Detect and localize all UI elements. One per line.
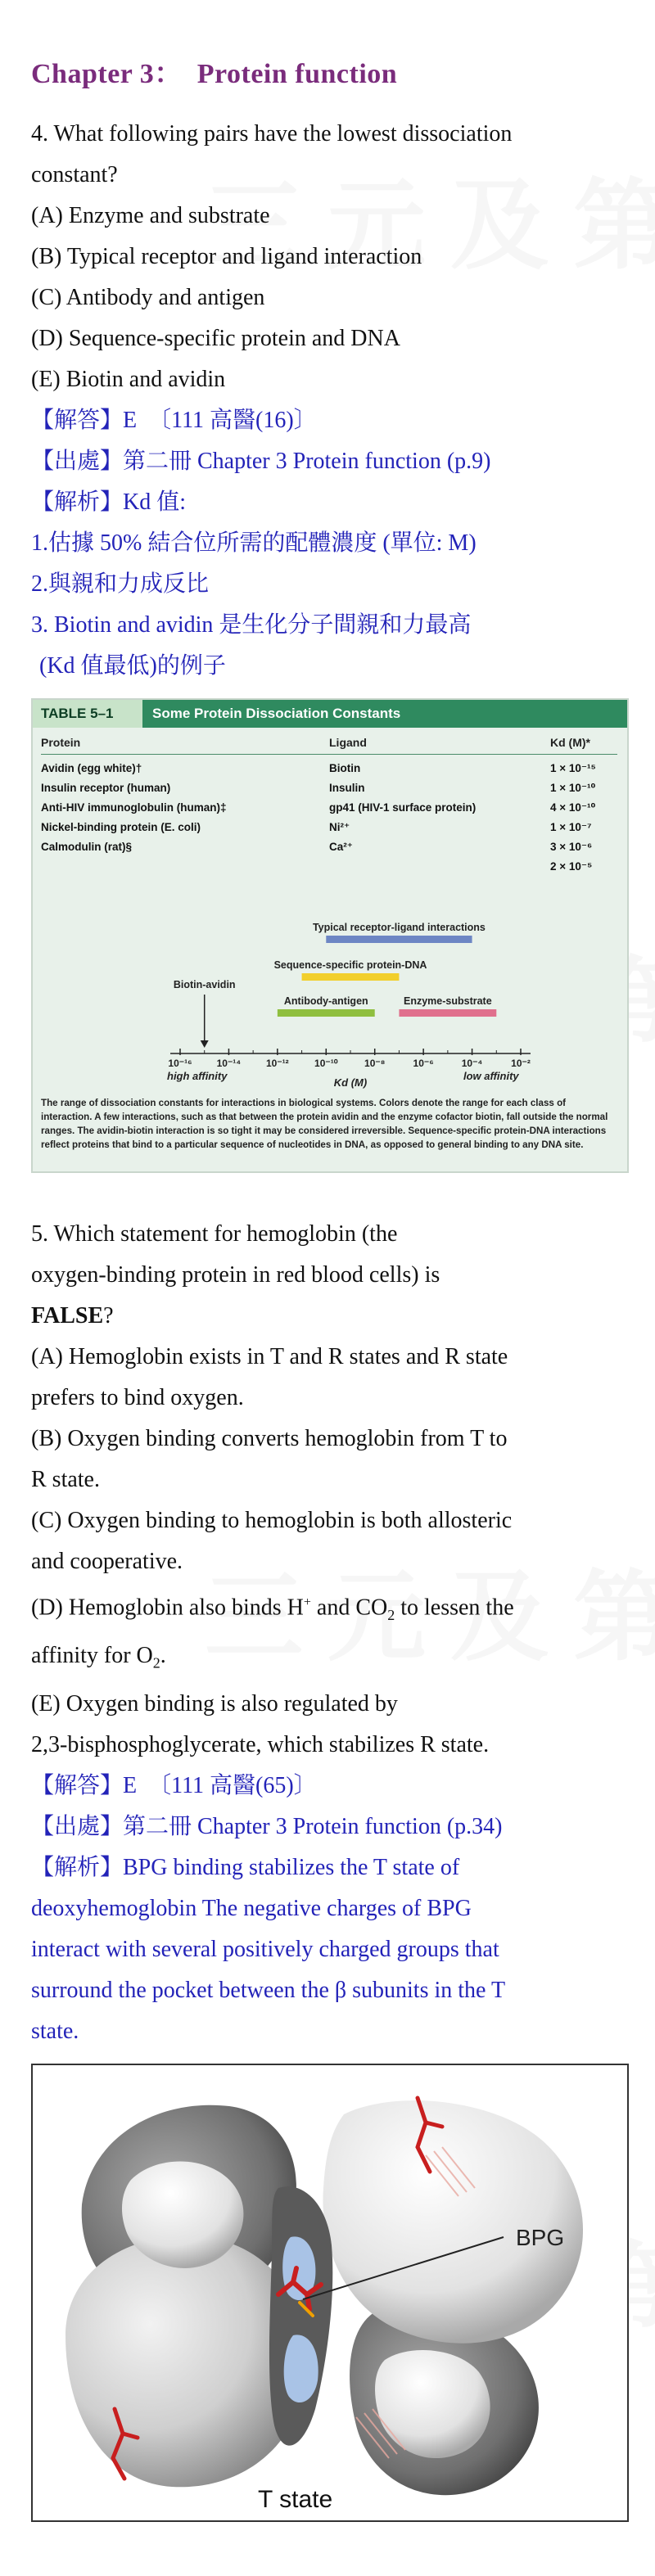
question-text: constant?: [31, 162, 118, 187]
table-cell-protein: Nickel-binding protein (E. coli): [41, 821, 201, 833]
option-e: (E) Oxygen binding is also regulated by: [31, 1690, 398, 1717]
answer-line: 【解答】E 〔111 高醫(16)〕: [31, 408, 317, 433]
range-bar: [399, 1009, 496, 1017]
tick-label: 10⁻¹⁶: [168, 1058, 192, 1069]
range-label: Antibody-antigen: [283, 995, 368, 1007]
table-cell-ligand: gp41 (HIV-1 surface protein): [329, 801, 477, 814]
low-affinity-label: low affinity: [463, 1070, 519, 1082]
option-d: [31, 1582, 629, 1635]
table-cell-protein: Calmodulin (rat)§: [41, 841, 133, 853]
option-d-text: to lessen the: [395, 1595, 514, 1621]
axis-ticks: [168, 1049, 530, 1069]
kd-range-chart: [33, 700, 627, 1093]
subscript: 2: [152, 1654, 160, 1671]
table-cell-ligand: Ni²⁺: [329, 821, 350, 833]
option-d-text: .: [160, 1642, 166, 1668]
question-text: 4. What following pairs have the lowest dissociation: [31, 121, 513, 147]
option-e: (E) Biotin and avidin: [31, 367, 226, 392]
table-cell-ligand: Biotin: [329, 762, 361, 774]
option-e-cont: 2,3-bisphosphoglycerate, which stabilizes R state.: [31, 1731, 490, 1757]
range-bar: [302, 973, 400, 981]
question-text: [31, 1296, 629, 1337]
explanation-line: deoxyhemoglobin The negative charges of BPG: [31, 1895, 472, 1921]
chapter-heading: [31, 51, 629, 91]
chapter-number: Chapter 3：: [31, 59, 183, 89]
bpg-label: BPG: [516, 2224, 565, 2250]
range-label: Sequence-specific protein-DNA: [273, 959, 427, 971]
option-b: (B) Oxygen binding converts hemoglobin from T to: [31, 1426, 508, 1451]
kd-axis-label: Kd (M): [333, 1076, 368, 1089]
chapter-title: Protein function: [196, 59, 398, 89]
subscript: 2: [387, 1606, 395, 1623]
table-cell-ligand: Insulin: [329, 782, 365, 794]
table-cell-protein: Avidin (egg white)†: [41, 762, 142, 774]
option-d-cont: [31, 1635, 629, 1684]
range-label: Enzyme-substrate: [404, 995, 492, 1007]
marker-arrow-head: [201, 1040, 209, 1048]
question-4: [31, 114, 629, 687]
option-a: (A) Hemoglobin exists in T and R states and R state: [31, 1344, 508, 1369]
question-text: 5. Which statement for hemoglobin (the: [31, 1221, 398, 1247]
table-cell-kd: 4 × 10⁻¹⁰: [550, 801, 596, 814]
biotin-avidin-marker: [174, 979, 236, 1048]
option-d-text: and CO: [310, 1595, 388, 1621]
option-d-text: affinity for O: [31, 1642, 153, 1668]
table-cell-protein: Insulin receptor (human): [41, 782, 171, 794]
column-header-ligand: Ligand: [329, 736, 367, 749]
tick-label: 10⁻⁴: [461, 1058, 483, 1069]
table-caption: The range of dissociation constants for interactions in biological systems. Colors denote the range for each class of interaction. A few interactions, such as that between the protein avidin and the enzyme cofactor biotin, fall outside the normal ranges. The avidin-biotin interaction is so tight it may be considered irreversible. Sequence-specific protein-DNA interactions reflect proteins that bind to a particular sequence of nucleotides in DNA, as opposed to general binding to any DNA site.: [41, 1098, 608, 1150]
table-title: Some Protein Dissociation Constants: [152, 706, 401, 721]
tick-label: 10⁻⁸: [364, 1058, 386, 1069]
question-mark: ?: [103, 1303, 114, 1329]
explanation-line: 2.與親和力成反比: [31, 571, 210, 597]
tick-label: 10⁻²: [511, 1058, 531, 1069]
tick-label: 10⁻¹⁴: [216, 1058, 242, 1069]
option-c: (C) Oxygen binding to hemoglobin is both allosteric: [31, 1508, 513, 1533]
option-b: (B) Typical receptor and ligand interaction: [31, 244, 422, 269]
high-affinity-label: high affinity: [167, 1070, 228, 1082]
explanation-line: 3. Biotin and avidin 是生化分子間親和力最高: [31, 612, 472, 638]
table-cell-protein: Anti-HIV immunoglobulin (human)‡: [41, 801, 227, 814]
tick-label: 10⁻¹²: [266, 1058, 289, 1069]
biotin-avidin-label: Biotin-avidin: [173, 979, 236, 990]
table-cell-kd: 1 × 10⁻¹⁵: [550, 762, 596, 774]
explanation-line: interact with several positively charged groups that: [31, 1936, 499, 1962]
option-c-cont: and cooperative.: [31, 1549, 183, 1574]
column-header-kd: Kd (M)*: [550, 736, 590, 749]
explanation-line: 【解析】BPG binding stabilizes the T state of: [31, 1854, 460, 1880]
answer-line: 【解答】E 〔111 高醫(65)〕: [31, 1772, 317, 1798]
explanation-line: (Kd 值最低)的例子: [39, 653, 226, 679]
content: [31, 51, 629, 2522]
option-a: (A) Enzyme and substrate: [31, 203, 270, 228]
option-d: (D) Sequence-specific protein and DNA: [31, 326, 400, 351]
superscript: +: [303, 1595, 311, 1609]
false-emphasis: FALSE: [31, 1303, 104, 1329]
hemoglobin-structure-image: [33, 2065, 627, 2520]
question-text: oxygen-binding protein in red blood cells) is: [31, 1262, 440, 1288]
explanation-line: 【解析】Kd 值:: [31, 489, 187, 515]
explanation-line: 1.估據 50% 結合位所需的配體濃度 (單位: M): [31, 530, 477, 556]
table-cell-kd: 1 × 10⁻⁷: [550, 821, 592, 833]
range-bars: [274, 922, 497, 1017]
option-d-text: (D) Hemoglobin also binds H: [31, 1595, 304, 1621]
option-a-cont: prefers to bind oxygen.: [31, 1385, 244, 1410]
hemoglobin-figure: [31, 2064, 629, 2522]
range-bar: [326, 936, 472, 943]
dissociation-table-figure: [31, 698, 629, 1173]
range-label: Typical receptor-ligand interactions: [312, 922, 486, 933]
explanation-line: surround the pocket between the β subunits in the T: [31, 1977, 506, 2003]
source-line: 【出處】第二冊 Chapter 3 Protein function (p.9): [31, 449, 491, 474]
source-line: 【出處】第二冊 Chapter 3 Protein function (p.34): [31, 1813, 503, 1839]
t-state-label: T state: [258, 2485, 333, 2513]
table-cell-kd: 2 × 10⁻⁵: [550, 860, 593, 873]
option-b-cont: R state.: [31, 1467, 100, 1492]
tick-label: 10⁻¹⁰: [314, 1058, 338, 1069]
question-5: [31, 1214, 629, 2052]
explanation-line: state.: [31, 2018, 79, 2044]
column-header-protein: Protein: [41, 736, 81, 749]
table-cell-kd: 3 × 10⁻⁶: [550, 841, 593, 853]
table-cell-kd: 1 × 10⁻¹⁰: [550, 782, 596, 794]
option-c: (C) Antibody and antigen: [31, 285, 265, 310]
table-label: TABLE 5–1: [33, 700, 142, 728]
table-cell-ligand: Ca²⁺: [329, 841, 353, 853]
range-bar: [278, 1009, 375, 1017]
tick-label: 10⁻⁶: [413, 1058, 434, 1069]
